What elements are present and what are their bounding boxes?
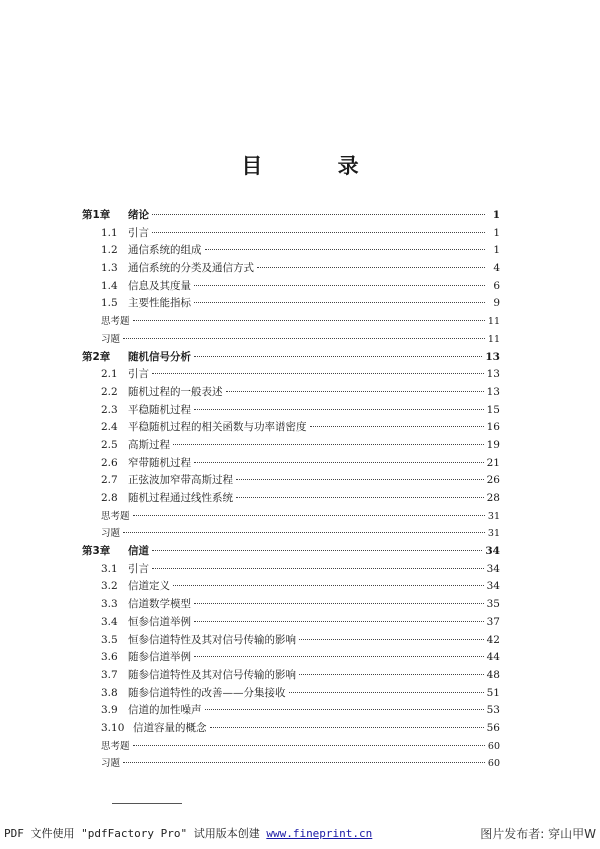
toc-section-row (82, 720, 500, 738)
toc-entry-label: 正弦波加窄带高斯过程 (128, 474, 233, 487)
toc-entry-label: 随机过程通过线性系统 (128, 492, 233, 504)
toc-exercise-row (82, 331, 500, 349)
toc-entry-label: 随参信道举例 (128, 651, 191, 664)
footer (4, 825, 596, 843)
toc-section-row (82, 260, 500, 278)
toc-entry-number: 2.4 (101, 421, 118, 434)
toc-chapter-row (82, 543, 500, 561)
toc-section-row (82, 419, 500, 437)
toc-section-row (82, 702, 500, 720)
toc-entry-label: 习题 (101, 758, 121, 770)
toc-entry-label: 习题 (101, 528, 121, 540)
toc-section-row (82, 632, 500, 650)
toc-entry-label: 信道定义 (128, 580, 170, 593)
toc-exercise-row (82, 508, 500, 526)
toc-page-number: 60 (487, 740, 500, 752)
toc-page-number: 13 (486, 385, 500, 398)
toc-entry-number: 1.1 (101, 226, 118, 239)
toc-page-number: 44 (486, 651, 500, 664)
dot-leader (152, 232, 485, 233)
toc-page-number: 13 (486, 368, 500, 381)
dot-leader (205, 709, 484, 710)
toc-page-number: 16 (486, 421, 500, 434)
dot-leader (194, 285, 485, 286)
dot-leader (152, 568, 484, 569)
dot-leader (152, 550, 482, 551)
toc-entry-number: 3.8 (101, 686, 118, 699)
toc-page-number: 4 (493, 262, 500, 275)
dot-leader (210, 727, 484, 728)
toc-entry-label: 平稳随机过程 (128, 403, 191, 416)
toc-entry-number: 第1章 (82, 209, 111, 221)
toc-section-row (82, 455, 500, 473)
footer-link[interactable]: www.fineprint.cn (266, 827, 373, 840)
dot-leader (194, 656, 484, 657)
footer-text: PDF 文件使用 "pdfFactory Pro" 试用版本创建 (4, 827, 267, 840)
toc-entry-label: 恒参信道特性及其对信号传输的影响 (128, 633, 296, 646)
toc-entry-label: 通信系统的分类及通信方式 (128, 262, 254, 275)
dot-leader (289, 692, 484, 693)
dot-leader (299, 639, 484, 640)
toc-entry-number: 第2章 (82, 350, 111, 363)
dot-leader (310, 426, 484, 427)
toc-section-row (82, 561, 500, 579)
toc-chapter-row (82, 349, 500, 367)
dot-leader (123, 532, 485, 533)
toc-entry-number: 3.5 (101, 633, 118, 646)
toc-page-number: 31 (487, 510, 500, 522)
toc-entry-number: 1.5 (101, 297, 118, 310)
toc-section-row (82, 649, 500, 667)
toc-page-number: 53 (486, 704, 500, 717)
dot-leader (205, 249, 486, 250)
toc-section-row (82, 667, 500, 685)
toc-entry-label: 信息及其度量 (128, 279, 191, 292)
toc-section-row (82, 225, 500, 243)
toc-entry-number: 2.3 (101, 403, 118, 416)
toc-page-number: 13 (485, 350, 500, 363)
footer-rule (112, 803, 182, 804)
page-title: 目 录 (241, 154, 393, 178)
dot-leader (173, 444, 484, 445)
toc-entry-label: 思考题 (101, 316, 130, 328)
toc-page-number: 56 (486, 721, 500, 734)
toc-entry-number: 2.7 (101, 474, 118, 487)
toc-entry-number: 1.2 (101, 244, 118, 257)
toc-page-number: 21 (486, 456, 500, 469)
toc-entry-label: 恒参信道举例 (128, 615, 191, 628)
toc-entry-label: 窄带随机过程 (128, 456, 191, 469)
toc-entry-number: 3.7 (101, 668, 118, 681)
toc-exercise-row (82, 525, 500, 543)
toc-page-number: 60 (487, 758, 500, 770)
table-of-contents (82, 207, 500, 773)
toc-page-number: 15 (486, 403, 500, 416)
toc-exercise-row (82, 755, 500, 773)
toc-entry-label: 信道容量的概念 (133, 721, 207, 734)
dot-leader (123, 338, 485, 339)
toc-entry-number: 2.2 (101, 385, 118, 398)
toc-entry-number: 3.4 (101, 615, 118, 628)
toc-page-number: 11 (487, 316, 500, 328)
toc-page-number: 11 (487, 333, 500, 345)
toc-page-number: 26 (486, 474, 500, 487)
dot-leader (133, 320, 485, 321)
toc-entry-number: 3.1 (101, 562, 118, 575)
toc-entry-label: 思考题 (101, 510, 130, 522)
toc-section-row (82, 437, 500, 455)
toc-page-number: 6 (493, 279, 500, 292)
toc-page-number: 31 (487, 528, 500, 540)
toc-page-number: 19 (486, 438, 500, 451)
dot-leader (152, 214, 485, 215)
toc-chapter-row (82, 207, 500, 225)
toc-section-row (82, 242, 500, 260)
toc-entry-number: 3.9 (101, 704, 118, 717)
toc-section-row (82, 578, 500, 596)
toc-entry-label: 随机过程的一般表述 (128, 385, 223, 398)
toc-section-row (82, 614, 500, 632)
toc-entry-label: 高斯过程 (128, 438, 170, 451)
toc-page-number: 34 (486, 580, 500, 593)
dot-leader (236, 479, 484, 480)
toc-entry-number: 3.6 (101, 651, 118, 664)
toc-entry-label: 信道数学模型 (128, 598, 191, 611)
toc-entry-number: 3.3 (101, 598, 118, 611)
dot-leader (194, 621, 484, 622)
toc-entry-label: 引言 (128, 226, 149, 239)
toc-entry-number: 2.5 (101, 438, 118, 451)
toc-page-number: 51 (486, 686, 500, 699)
dot-leader (257, 267, 485, 268)
toc-page-number: 1 (493, 244, 500, 257)
toc-page-number: 28 (486, 492, 500, 504)
toc-page-number: 9 (493, 297, 500, 310)
toc-entry-number: 第3章 (82, 545, 111, 558)
dot-leader (194, 409, 484, 410)
toc-section-row (82, 295, 500, 313)
dot-leader (194, 462, 484, 463)
toc-section-row (82, 472, 500, 490)
toc-page-number: 37 (486, 615, 500, 628)
dot-leader (173, 585, 484, 586)
dot-leader (123, 762, 485, 763)
dot-leader (152, 373, 484, 374)
toc-page-number: 34 (485, 545, 500, 558)
toc-entry-label: 随参信道特性的改善——分集接收 (128, 686, 286, 699)
toc-section-row (82, 490, 500, 508)
dot-leader (236, 497, 484, 498)
dot-leader (133, 515, 485, 516)
toc-section-row (82, 278, 500, 296)
dot-leader (194, 356, 482, 357)
toc-entry-number: 2.6 (101, 456, 118, 469)
toc-entry-label: 信道的加性噪声 (128, 704, 202, 717)
dot-leader (194, 302, 485, 303)
toc-section-row (82, 366, 500, 384)
toc-entry-number: 3.2 (101, 580, 118, 593)
toc-entry-label: 信道 (128, 545, 149, 558)
toc-section-row (82, 596, 500, 614)
toc-entry-label: 引言 (128, 562, 149, 575)
toc-page-number: 48 (486, 668, 500, 681)
dot-leader (299, 674, 484, 675)
toc-section-row (82, 685, 500, 703)
toc-entry-number: 3.10 (101, 721, 125, 734)
toc-page-number: 1 (492, 209, 500, 221)
toc-entry-label: 随机信号分析 (128, 350, 191, 363)
toc-entry-label: 习题 (101, 333, 121, 345)
toc-entry-number: 1.3 (101, 262, 118, 275)
publisher-credit: 图片发布者: 穿山甲W (480, 827, 596, 841)
toc-entry-label: 随参信道特性及其对信号传输的影响 (128, 668, 296, 681)
dot-leader (226, 391, 484, 392)
toc-section-row (82, 384, 500, 402)
toc-entry-label: 绪论 (128, 209, 149, 221)
toc-page-number: 34 (486, 562, 500, 575)
toc-entry-label: 思考题 (101, 740, 130, 752)
toc-entry-label: 引言 (128, 368, 149, 381)
dot-leader (133, 745, 485, 746)
toc-exercise-row (82, 313, 500, 331)
toc-page-number: 42 (486, 633, 500, 646)
dot-leader (194, 603, 484, 604)
toc-page-number: 35 (486, 598, 500, 611)
toc-section-row (82, 402, 500, 420)
toc-entry-number: 2.8 (101, 492, 118, 504)
toc-entry-number: 2.1 (101, 368, 118, 381)
toc-exercise-row (82, 738, 500, 756)
toc-entry-number: 1.4 (101, 279, 118, 292)
toc-entry-label: 平稳随机过程的相关函数与功率谱密度 (128, 421, 307, 434)
toc-page-number: 1 (493, 226, 500, 239)
toc-entry-label: 主要性能指标 (128, 297, 191, 310)
toc-entry-label: 通信系统的组成 (128, 244, 202, 257)
